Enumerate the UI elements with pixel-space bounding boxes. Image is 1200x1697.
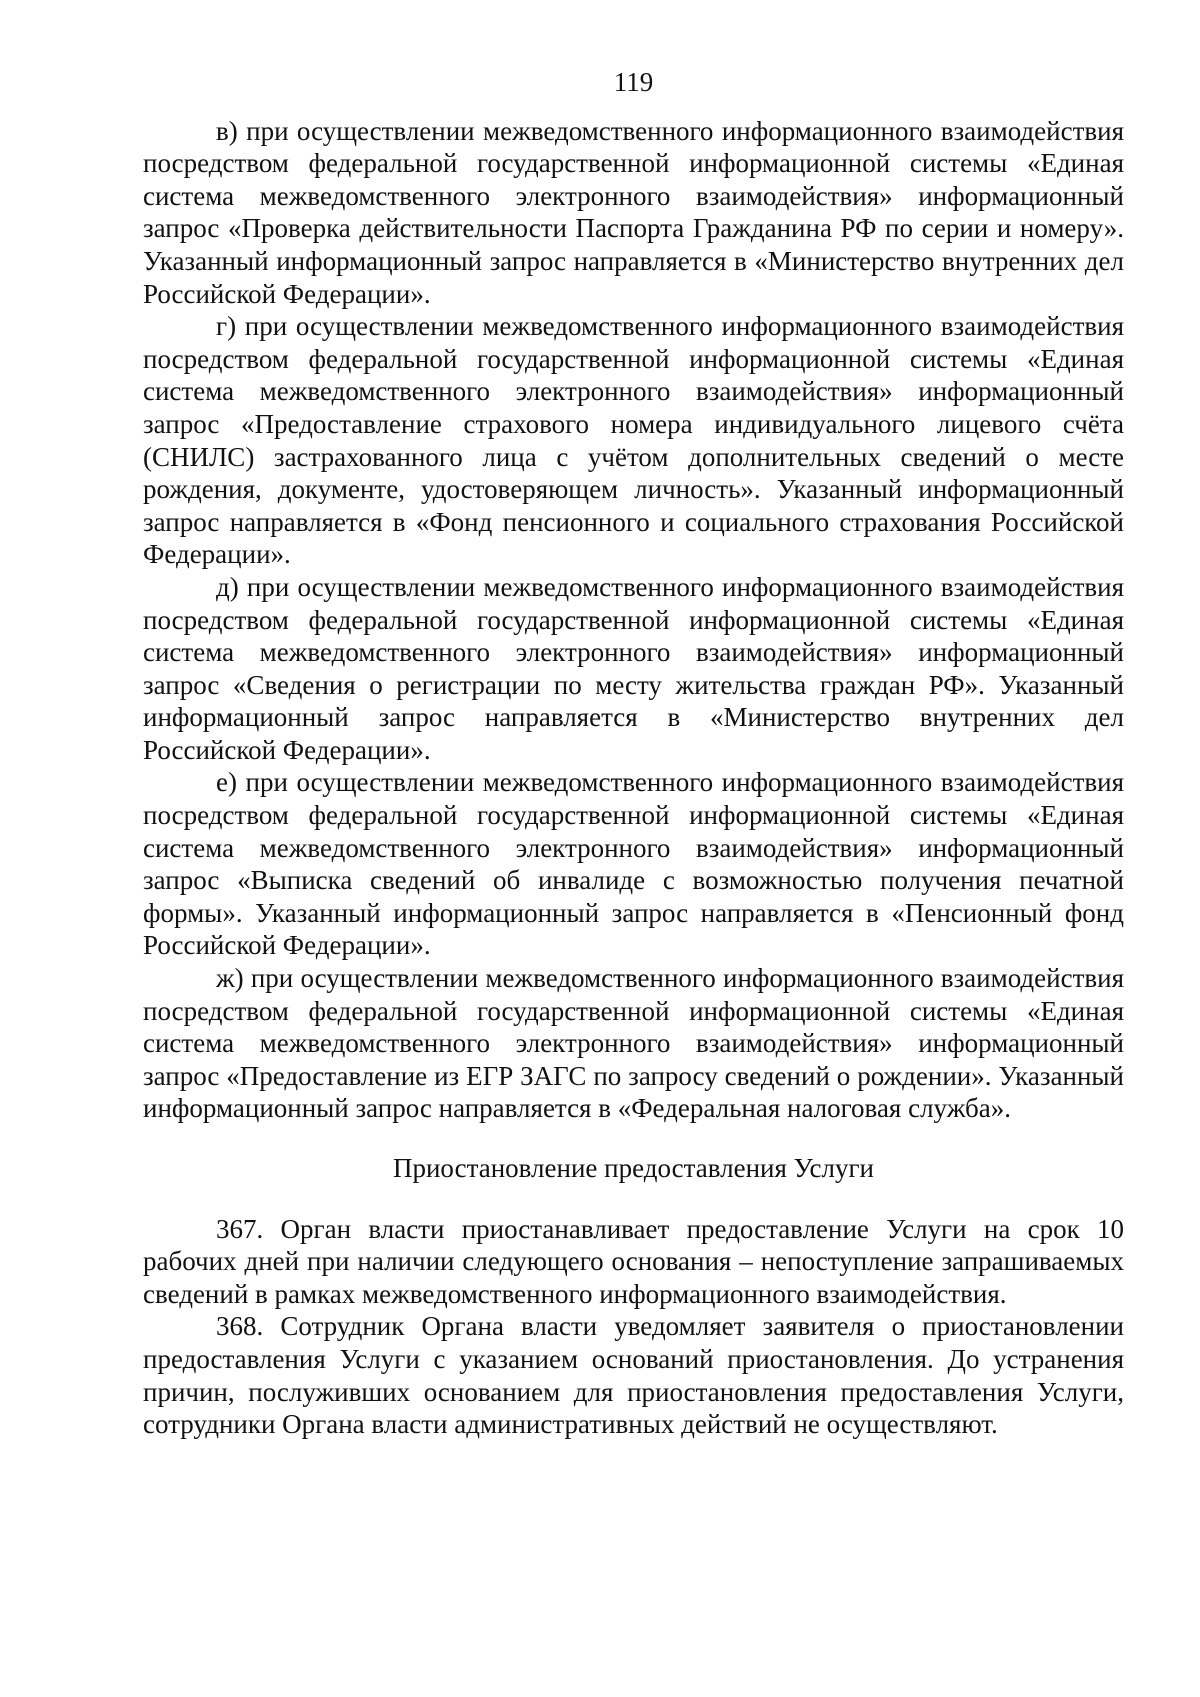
paragraph-item-d: д) при осуществлении межведомственного информационного взаимодействия посредством федеральной государственной информационной системы «Единая система межведомственного электронного взаимодействия» информационный запрос «Сведения о регистрации по месту жительства граждан РФ». Указанный информационный запрос направляется в «Министерство внутренних дел Российской Федерации». (143, 571, 1124, 765)
page-number: 119 (613, 67, 654, 97)
paragraph-item-e: е) при осуществлении межведомственного информационного взаимодействия посредством федеральной государственной информационной системы «Единая система межведомственного электронного взаимодействия» информационный запрос «Выписка сведений об инвалиде с возможностью получения печатной формы». Указанный информационный запрос направляется в «Пенсионный фонд Российской Федерации». (143, 767, 1124, 961)
paragraph-item-g: г) при осуществлении межведомственного информационного взаимодействия посредством федеральной государственной информационной системы «Единая система межведомственного электронного взаимодействия» информационный запрос «Предоставление страхового номера индивидуального лицевого счёта (СНИЛС) застрахованного лица с учётом дополнительных сведений о месте рождения, документе, удостоверяющем личность». Указанный информационный запрос направляется в «Фонд пенсионного и социального страхования Российской Федерации». (143, 311, 1124, 570)
paragraph-368: 368. Сотрудник Органа власти уведомляет заявителя о приостановлении предоставления Услуги с указанием оснований приостановления. До устранения причин, послуживших основанием для приостановления предоставления Услуги, сотрудники Органа власти административных действий не осуществляют. (143, 1311, 1124, 1440)
section-heading: Приостановление предоставления Услуги (392, 1153, 874, 1183)
paragraph-367: 367. Орган власти приостанавливает предоставление Услуги на срок 10 рабочих дней при наличии следующего основания – непоступление запрашиваемых сведений в рамках межведомственного информационного взаимодействия. (143, 1213, 1124, 1309)
paragraph-item-v: в) при осуществлении межведомственного информационного взаимодействия посредством федеральной государственной информационной системы «Единая система межведомственного электронного взаимодействия» информационный запрос «Проверка действительности Паспорта Гражданина РФ по серии и номеру». Указанный информационный запрос направляется в «Министерство внутренних дел Российской Федерации». (143, 115, 1124, 309)
document-page (143, 66, 1124, 1441)
paragraph-item-zh: ж) при осуществлении межведомственного информационного взаимодействия посредством федеральной государственной информационной системы «Единая система межведомственного электронного взаимодействия» информационный запрос «Предоставление из ЕГР ЗАГС по запросу сведений о рождении». Указанный информационный запрос направляется в «Федеральная налоговая служба». (143, 963, 1124, 1124)
